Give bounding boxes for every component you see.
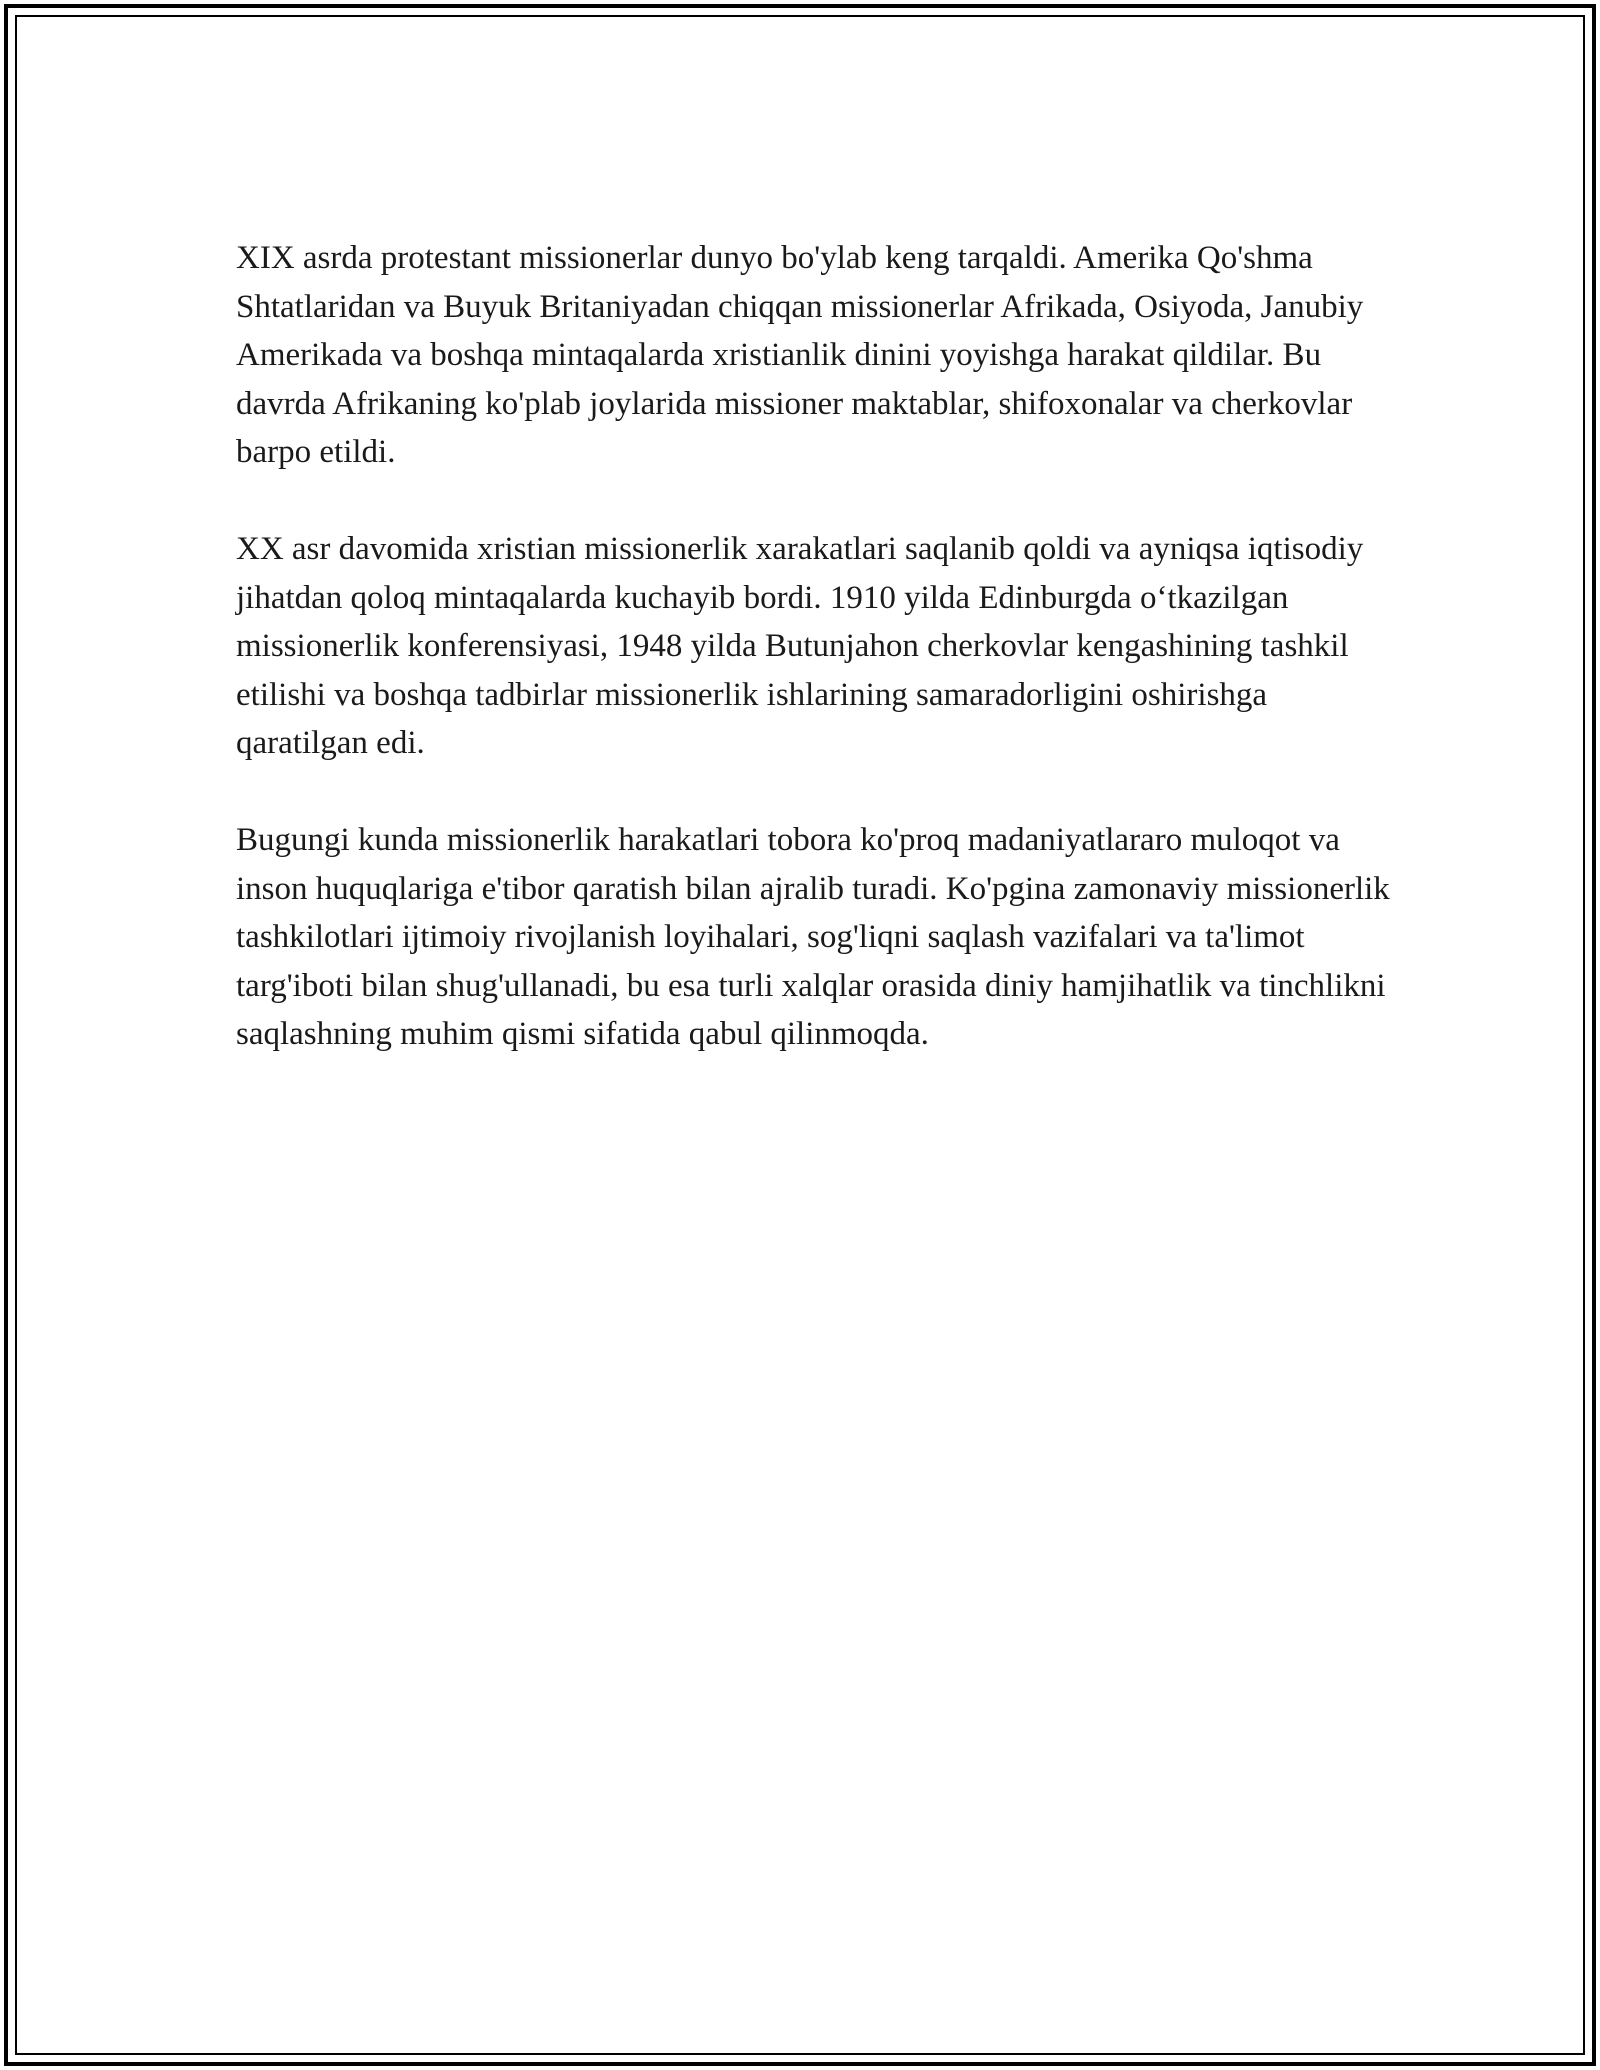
document-body: [236, 234, 1396, 1107]
paragraph-1: XIX asrda protestant missionerlar dunyo bo'ylab keng tarqaldi. Amerika Qo'shma Shtatlaridan va Buyuk Britaniyadan chiqqan missionerlar Afrikada, Osiyoda, Janubiy Amerikada va boshqa mintaqalarda xristianlik dinini yoyishga harakat qildilar. Bu davrda Afrikaning ko'plab joylarida missioner maktablar, shifoxonalar va cherkovlar barpo etildi.: [236, 240, 1364, 470]
paragraph-2: XX asr davomida xristian missionerlik xarakatlari saqlanib qoldi va ayniqsa iqtisodiy jihatdan qoloq mintaqalarda kuchayib bordi. 1910 yilda Edinburgda o‘tkazilgan missionerlik konferensiyasi, 1948 yilda Butunjahon cherkovlar kengashining tashkil etilishi va boshqa tadbirlar missionerlik ishlarining samaradorligini oshirishga qaratilgan edi.: [236, 531, 1364, 761]
paragraph-3: Bugungi kunda missionerlik harakatlari tobora ko'proq madaniyatlararo muloqot va inson huquqlariga e'tibor qaratish bilan ajralib turadi. Ko'pgina zamonaviy missionerlik tashkilotlari ijtimoiy rivojlanish loyihalari, sog'liqni saqlash vazifalari va ta'limot targ'iboti bilan shug'ullanadi, bu esa turli xalqlar orasida diniy hamjihatlik va tinchlikni saqlashning muhim qismi sifatida qabul qilinmoqda.: [236, 822, 1390, 1052]
